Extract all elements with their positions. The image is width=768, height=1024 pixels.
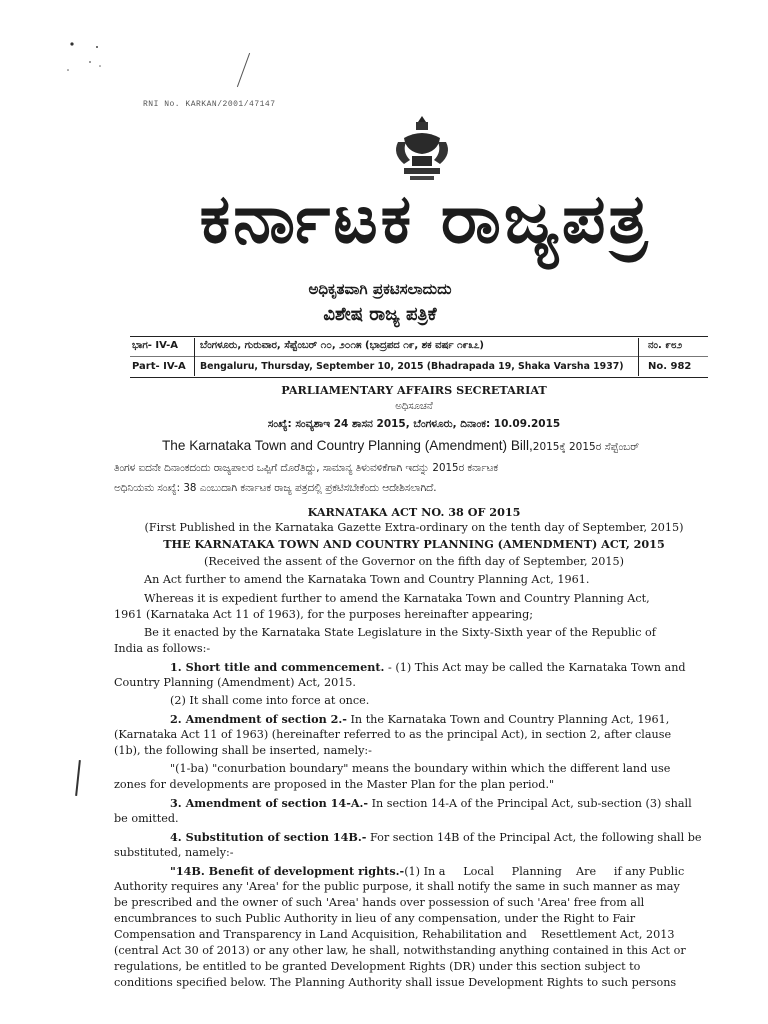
header-rule-bottom [130,377,708,378]
section-1-line-2: Country Planning (Amendment) Act, 2015. [114,676,356,689]
section-3-heading: 3. Amendment of section 14-A.- [170,796,369,810]
section-2-line-2: (Karnataka Act 11 of 1963) (hereinafter referred to as the principal Act), in section 2, after clause [114,728,672,741]
intro-line-1 [162,438,639,455]
section-14b-line-3: be prescribed and the owner of such 'Area' hands over possession of such 'Area' free from all [114,896,645,909]
section-2-line-3: (1b), the following shall be inserted, namely:- [114,744,372,757]
gazette-masthead: ಕರ್ನಾಟಕ ರಾಜ್ಯಪತ್ರ [199,180,651,259]
section-14b-text: (1) In a Local Planning Are if any Public [404,865,685,878]
section-14b-line-7: regulations, be entitled to be granted Development Rights (DR) under this section subject to [114,960,641,973]
section-2-text: In the Karnataka Town and Country Planning Act, 1961, [346,713,670,726]
issue-number-kn: ನಂ. ೯೮೨ [648,340,683,351]
enacting-line-2: India as follows:- [114,642,211,655]
section-3-text: In section 14-A of the Principal Act, sub-section (3) shall [368,797,692,810]
part-label-en: Part- IV-A [132,361,186,372]
preamble-line-2: 1961 (Karnataka Act 11 of 1963), for the purposes hereinafter appearing; [114,608,534,621]
section-4-line-2: substituted, namely:- [114,846,234,859]
registration-number: RNI No. KARKAN/2001/47147 [143,100,276,109]
intro-line-3: ಅಧಿನಿಯಮ ಸಂಖ್ಯೆ: 38 ಎಂಬುದಾಗಿ ಕರ್ನಾಟಕ ರಾಜ್ಯ ಪತ್ರದಲ್ಲಿ ಪ್ರಕಟಿಸಬೇಕೆಂದು ಆದೇಶಿಸಲಾಗಿದೆ. [114,482,437,494]
intro-kannada: 2015ಕ್ಕೆ 2015ರ ಸೆಪ್ಟೆಂಬರ್ [532,441,640,453]
section-4-text: For section 14B of the Principal Act, the following shall be [366,831,702,844]
section-1-line-1 [170,659,686,676]
section-1-text: - (1) This Act may be called the Karnataka Town and [384,661,686,674]
section-3-line-2: be omitted. [114,812,179,825]
assent-note: (Received the assent of the Governor on the fifth day of September, 2015) [204,555,624,568]
state-emblem-icon [390,112,454,184]
first-published-note: (First Published in the Karnataka Gazette Extra-ordinary on the tenth day of September, 2015) [144,521,684,534]
section-3-line-1 [170,795,692,812]
scan-specks [0,0,768,120]
header-rule-top [130,336,708,337]
act-number: KARNATAKA ACT NO. 38 OF 2015 [307,505,521,519]
section-2-heading: 2. Amendment of section 2.- [170,712,347,726]
section-14b-line-1 [170,863,684,880]
section-4-line-1 [170,829,702,846]
inserted-clause-line-2: zones for developments are proposed in the Master Plan for the plan period." [114,778,555,791]
bill-name: The Karnataka Town and Country Planning (Amendment) Bill, [162,438,533,453]
intro-line-2: ತಿಂಗಳ ಐದನೇ ದಿನಾಂಕದಂದು ರಾಜ್ಯಪಾಲರ ಒಪ್ಪಿಗೆ ದೊರೆತಿದ್ದು, ಸಾಮಾನ್ಯ ತಿಳುವಳಿಕೆಗಾಗಿ ಇದನ್ನು 2015ರ ಕರ್ನಾಟಕ [114,462,499,474]
section-1-heading: 1. Short title and commencement. [170,660,385,674]
extraordinary-gazette-label: ವಿಶೇಷ ರಾಜ್ಯ ಪತ್ರಿಕೆ [323,304,437,325]
long-title: An Act further to amend the Karnataka Town and Country Planning Act, 1961. [144,573,590,586]
header-divider [194,338,195,376]
section-4-heading: 4. Substitution of section 14B.- [170,830,367,844]
act-title: THE KARNATAKA TOWN AND COUNTRY PLANNING (AMENDMENT) ACT, 2015 [163,537,665,551]
inserted-clause-line-1: "(1-ba) "conurbation boundary" means the boundary within which the different land use [170,762,671,775]
header-rule-middle [130,356,708,357]
section-14b-line-8: conditions specified below. The Planning Authority shall issue Development Rights to such persons [114,976,677,989]
section-1-subsection-2: (2) It shall come into force at once. [170,694,370,707]
part-label-kn: ಭಾಗ- IV-A [132,340,179,351]
issue-header [130,336,708,378]
preamble-line-1: Whereas it is expedient further to amend the Karnataka Town and Country Planning Act, [144,592,650,605]
section-14b-line-5: Compensation and Transparency in Land Acquisition, Rehabilitation and Resettlement Act, 2013 [114,928,675,941]
published-by-authority: ಅಧಿಕೃತವಾಗಿ ಪ್ರಕಟಿಸಲಾದುದು [308,280,452,298]
issue-date-kn: ಬೆಂಗಳೂರು, ಗುರುವಾರ, ಸೆಪ್ಟೆಂಬರ್ ೧೦, ೨೦೧೫ (ಭಾದ್ರಪದ ೧೯, ಶಕ ವರ್ಷ ೧೯೩೭) [200,340,484,351]
section-2-line-1 [170,711,669,728]
secretariat-heading: PARLIAMENTARY AFFAIRS SECRETARIAT [281,383,547,397]
margin-pen-mark [75,760,81,796]
section-14b-line-4: encumbrances to such Public Authority in lieu of any compensation, under the Right to Fair [114,912,636,925]
issue-number-en: No. 982 [648,361,692,372]
section-14b-line-2: Authority requires any 'Area' for the public purpose, it shall notify the same in such manner as may [114,880,680,893]
enacting-line-1: Be it enacted by the Karnataka State Legislature in the Sixty-Sixth year of the Republic of [144,626,656,639]
section-14b-line-6: (central Act 30 of 2013) or any other law, he shall, notwithstanding anything contained in this Act or [114,944,686,957]
reference-line: ಸಂಖ್ಯೆ: ಸಂವ್ಯಶಾಇ 24 ಶಾಸನ 2015, ಬೆಂಗಳೂರು, ದಿನಾಂಕ: 10.09.2015 [267,418,561,430]
section-14b-heading: "14B. Benefit of development rights.- [170,864,405,878]
issue-date-en: Bengaluru, Thursday, September 10, 2015 (Bhadrapada 19, Shaka Varsha 1937) [200,361,624,372]
header-divider [638,338,639,376]
notification-label: ಅಧಿಸೂಚನೆ [395,401,433,412]
